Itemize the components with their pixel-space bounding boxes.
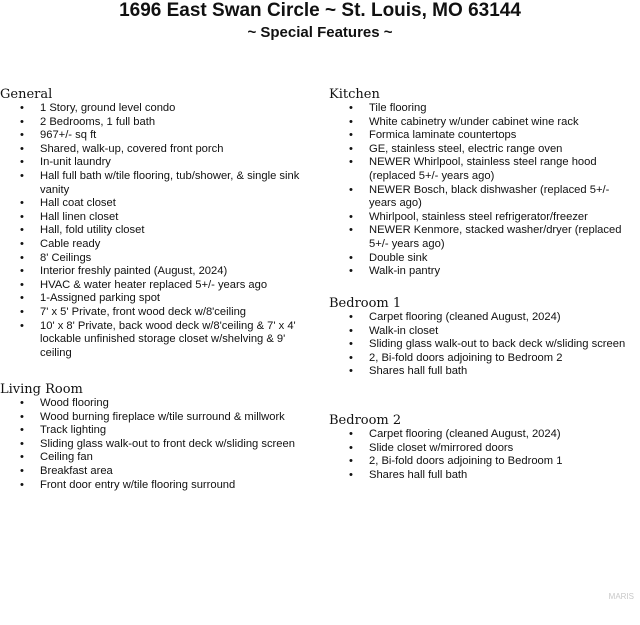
list-item: • Carpet flooring (cleaned August, 2024) xyxy=(329,428,629,442)
list-item: • Hall full bath w/tile flooring, tub/shower, & single sink vanity xyxy=(0,170,300,197)
list-item: • Shares hall full bath xyxy=(329,365,629,379)
list-item: • In-unit laundry xyxy=(0,156,300,170)
list-item: • Hall linen closet xyxy=(0,211,300,225)
list-item: • Sliding glass walk-out to back deck w/sliding screen xyxy=(329,338,629,352)
list-item: • Hall coat closet xyxy=(0,197,300,211)
list-item: • 967+/- sq ft xyxy=(0,129,300,143)
list-item: • Formica laminate countertops xyxy=(329,129,629,143)
list-item: • Cable ready xyxy=(0,238,300,252)
list-item: • NEWER Whirlpool, stainless steel range hood (replaced 5+/- years ago) xyxy=(329,156,629,183)
list-item: • 8' Ceilings xyxy=(0,252,300,266)
section-kitchen xyxy=(329,87,629,279)
list-item: • Wood flooring xyxy=(0,397,300,411)
list-item: • NEWER Bosch, black dishwasher (replaced 5+/- years ago) xyxy=(329,184,629,211)
section-heading-bedroom-2: Bedroom 2 xyxy=(329,413,402,428)
list-item: • Breakfast area xyxy=(0,465,300,479)
list-item: • Hall, fold utility closet xyxy=(0,224,300,238)
list-item: • Shares hall full bath xyxy=(329,469,629,483)
list-item: • Whirlpool, stainless steel refrigerator/freezer xyxy=(329,211,629,225)
section-heading-kitchen: Kitchen xyxy=(329,87,380,102)
section-heading-general: General xyxy=(0,87,53,102)
list-item: • Interior freshly painted (August, 2024) xyxy=(0,265,300,279)
list-item: • Carpet flooring (cleaned August, 2024) xyxy=(329,311,629,325)
section-living-room xyxy=(0,382,300,492)
list-item: • Front door entry w/tile flooring surround xyxy=(0,479,300,493)
section-heading-bedroom-1: Bedroom 1 xyxy=(329,296,402,311)
section-bedroom-2 xyxy=(329,413,629,482)
list-item: • Double sink xyxy=(329,252,629,266)
list-item: • 2, Bi-fold doors adjoining to Bedroom 1 xyxy=(329,455,629,469)
section-general xyxy=(0,87,300,360)
list-living-room xyxy=(0,397,300,492)
list-item: • 1 Story, ground level condo xyxy=(0,102,300,116)
list-bedroom-2 xyxy=(329,428,629,482)
page-title: 1696 East Swan Circle ~ St. Louis, MO 63144 xyxy=(119,0,521,21)
section-bedroom-1 xyxy=(329,296,629,379)
watermark: MARIS xyxy=(608,592,634,601)
page-subtitle: ~ Special Features ~ xyxy=(247,24,393,41)
list-item: • White cabinetry w/under cabinet wine rack xyxy=(329,116,629,130)
list-item: • Slide closet w/mirrored doors xyxy=(329,442,629,456)
list-item: • Walk-in closet xyxy=(329,325,629,339)
section-heading-living-room: Living Room xyxy=(0,382,83,397)
list-item: • Walk-in pantry xyxy=(329,265,629,279)
list-item: • Shared, walk-up, covered front porch xyxy=(0,143,300,157)
list-item: • Tile flooring xyxy=(329,102,629,116)
list-item: • Ceiling fan xyxy=(0,451,300,465)
list-bedroom-1 xyxy=(329,311,629,379)
list-item: • 10' x 8' Private, back wood deck w/8'ceiling & 7' x 4' lockable unfinished storage closet w/shelving & 9' ceiling xyxy=(0,320,300,361)
list-item: • 2 Bedrooms, 1 full bath xyxy=(0,116,300,130)
list-kitchen xyxy=(329,102,629,279)
list-item: • NEWER Kenmore, stacked washer/dryer (replaced 5+/- years ago) xyxy=(329,224,629,251)
list-item: • 2, Bi-fold doors adjoining to Bedroom 2 xyxy=(329,352,629,366)
list-item: • HVAC & water heater replaced 5+/- years ago xyxy=(0,279,300,293)
list-general xyxy=(0,102,300,360)
list-item: • Sliding glass walk-out to front deck w/sliding screen xyxy=(0,438,300,452)
list-item: • 1-Assigned parking spot xyxy=(0,292,300,306)
list-item: • Track lighting xyxy=(0,424,300,438)
list-item: • Wood burning fireplace w/tile surround & millwork xyxy=(0,411,300,425)
list-item: • GE, stainless steel, electric range oven xyxy=(329,143,629,157)
list-item: • 7' x 5' Private, front wood deck w/8'ceiling xyxy=(0,306,300,320)
